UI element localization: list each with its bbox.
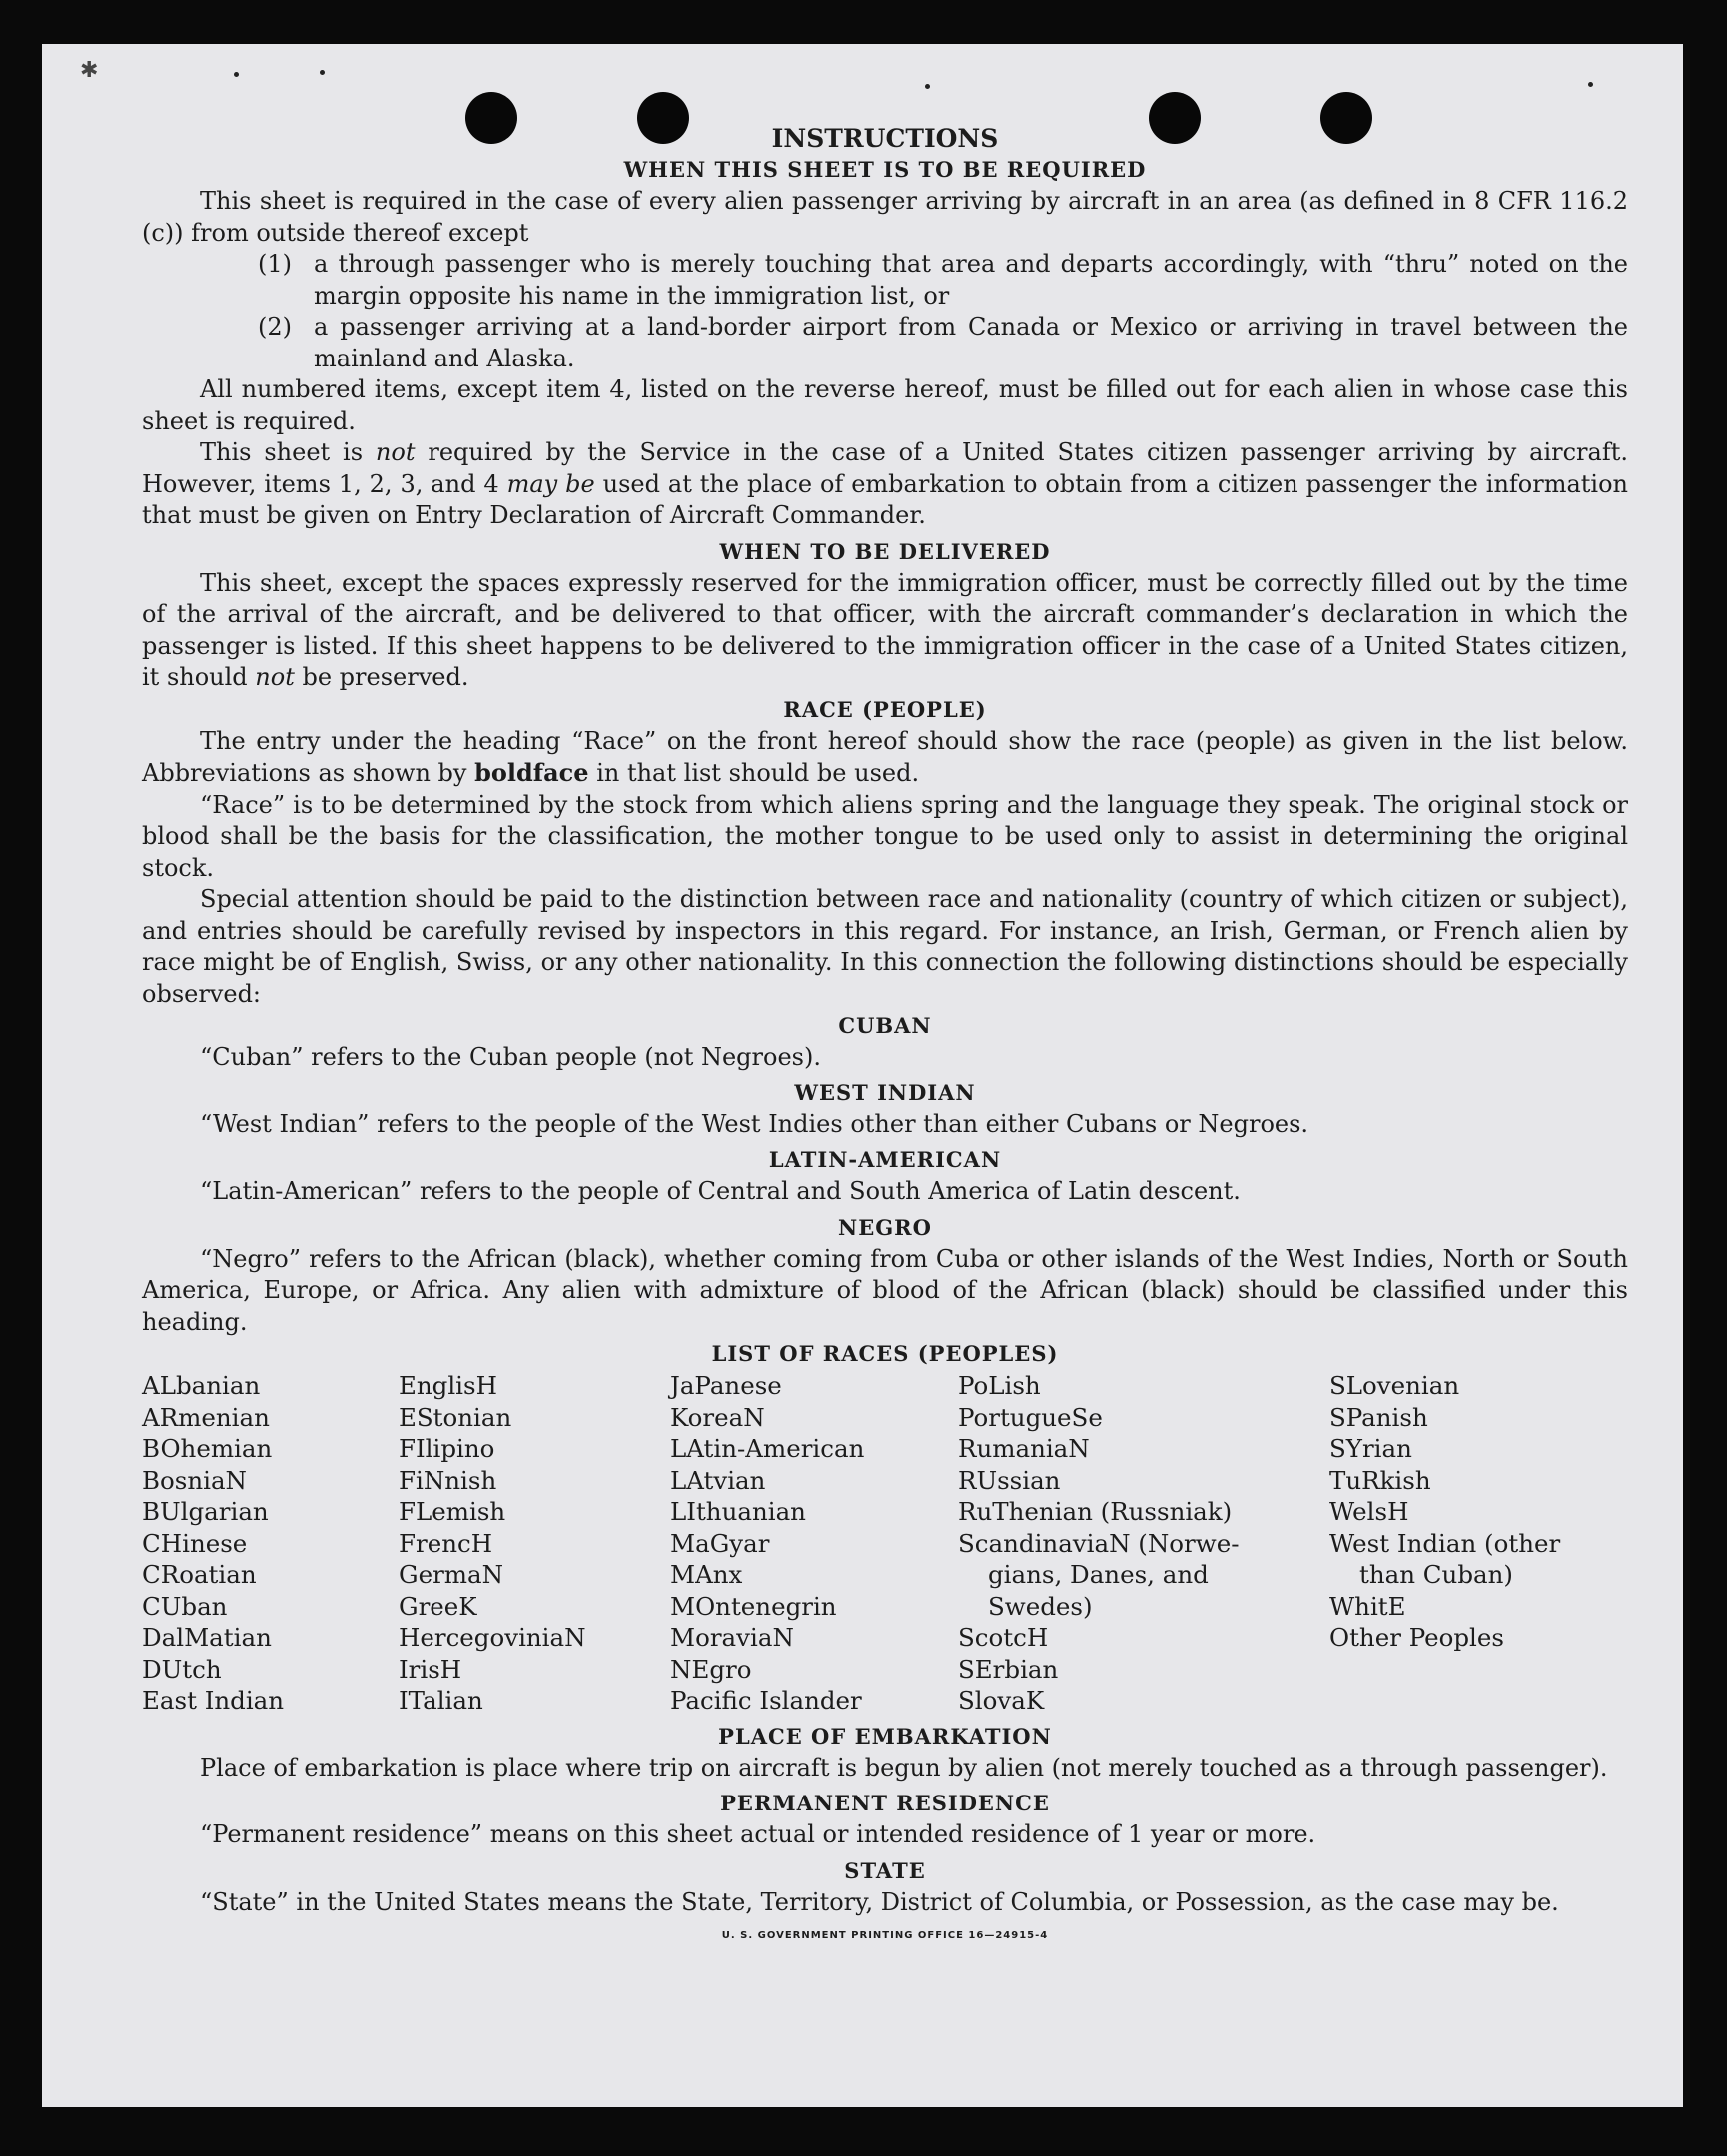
text-run: be preserved. [294,663,469,691]
document-sheet [42,44,1683,2107]
text-run-italic: not [255,663,295,691]
paragraph: “Negro” refers to the African (black), whether coming from Cuba or other islands of the West Indies, North or South America, Europe, or Africa. Any alien with admixture of blood of the African (black) should be classified under this heading. [142,1244,1628,1336]
race-entry: BosniaN [142,1465,247,1495]
race-entry: DUtch [142,1654,222,1684]
race-entry: SPanish [1329,1402,1428,1432]
race-entry: WelsH [1329,1497,1409,1526]
text-run: in that list should be used. [588,759,920,787]
item-text: a through passenger who is merely touching that area and departs accordingly, with “thru” noted on the margin opposite his name in the immigration list, or [314,250,1628,310]
document-body [142,124,1628,1941]
race-entry-continued: gians, Danes, and [988,1560,1209,1589]
race-entry: BOhemian [142,1434,273,1463]
paragraph [142,568,1628,694]
race-entry: CHinese [142,1528,248,1558]
race-entry: SYrian [1329,1434,1412,1463]
race-entry: GreeK [399,1591,477,1621]
list-item [142,249,1628,312]
race-entry: FrencH [399,1528,493,1558]
race-entry: EStonian [399,1402,512,1432]
race-entry: MaGyar [670,1528,770,1558]
heading-when-delivered: WHEN TO BE DELIVERED [719,538,1051,564]
race-column [142,1370,399,1717]
race-entry: ScandinaviaN (Norwe- [958,1528,1240,1558]
heading-place-of-embarkation: PLACE OF EMBARKATION [718,1723,1052,1749]
race-entry: BUlgarian [142,1497,269,1526]
paragraph: “Race” is to be determined by the stock from which aliens spring and the language they speak. The original stock or blood shall be the basis for the classification, the mother tongue to be used only to assist in determining the original stock. [142,790,1628,882]
race-column [1329,1370,1628,1717]
race-entry: East Indian [142,1686,285,1715]
heading-race: RACE (PEOPLE) [783,696,987,722]
race-entry: ScotcH [958,1623,1049,1652]
text-run: used at the place of embarkation to obtain from a citizen passenger the information that must be given on Entry Declaration of Aircraft Commander. [142,469,1628,529]
text-run: The entry under the heading “Race” on the front hereof should show the race (people) as given in the list below. Abbreviations as shown by [142,726,1628,787]
race-entry: PoLish [958,1371,1041,1400]
paragraph: Place of embarkation is place where trip on aircraft is begun by alien (not merely touched as a through passenger). [200,1753,1608,1782]
printer-imprint: U. S. GOVERNMENT PRINTING OFFICE 16—24915-4 [721,1930,1049,1941]
paragraph: Special attention should be paid to the distinction between race and nationality (country of which citizen or subject), and entries should be carefully revised by inspectors in this regard. For instance, an Irish, German, or French alien by race might be of English, Swiss, or any other nationality. In this connection the following distinctions should be especially observed: [142,885,1628,1008]
race-entry-continued: Swedes) [988,1591,1093,1621]
speck [320,70,325,75]
text-run-italic: not [375,438,416,466]
race-entry: RUssian [958,1465,1061,1495]
race-entry: EnglisH [399,1371,497,1400]
race-entry: CRoatian [142,1560,257,1589]
paragraph: “State” in the United States means the State, Territory, District of Columbia, or Possession, as the case may be. [200,1887,1559,1916]
race-entry: PortugueSe [958,1402,1103,1432]
race-entry: LAtvian [670,1465,766,1495]
race-entry: IrisH [399,1654,462,1684]
race-entry: Pacific Islander [670,1686,862,1715]
text-run-bold: boldface [474,758,589,787]
race-entry: CUban [142,1591,228,1621]
heading-state: STATE [844,1857,926,1883]
paragraph [142,726,1628,790]
scan-mark: ✱ [80,58,99,83]
race-column [958,1370,1329,1717]
page-title: INSTRUCTIONS [771,124,999,153]
paragraph: This sheet is required in the case of every alien passenger arriving by aircraft in an area (as defined in 8 CFR 116.2 (c)) from outside thereof except [142,187,1628,247]
race-column [670,1370,958,1717]
race-entry: SlovaK [958,1686,1045,1715]
race-entry: FIlipino [399,1434,495,1463]
race-entry: TuRkish [1329,1465,1431,1495]
race-entry: FLemish [399,1497,506,1526]
text-run: required by the Service in the case of a United States citizen passenger arriving by aircraft. However, items 1, 2, 3, and 4 [142,438,1628,498]
speck [234,72,239,77]
race-entry: HercegoviniaN [399,1623,586,1652]
heading-list-of-races: LIST OF RACES (PEOPLES) [711,1341,1059,1366]
race-entry: NEgro [670,1654,752,1684]
race-entry: Other Peoples [1329,1623,1504,1652]
paragraph [142,437,1628,532]
paragraph: “Latin-American” refers to the people of Central and South America of Latin descent. [200,1177,1241,1205]
paragraph: “West Indian” refers to the people of the West Indies other than either Cubans or Negroes. [200,1109,1309,1138]
race-entry: LIthuanian [670,1497,806,1526]
list-item [142,312,1628,374]
race-entry: LAtin-American [670,1434,865,1463]
heading-when-required: WHEN THIS SHEET IS TO BE REQUIRED [623,157,1147,182]
item-text: a passenger arriving at a land-border airport from Canada or Mexico or arriving in travel between the mainland and Alaska. [314,313,1628,372]
race-entry: DalMatian [142,1623,272,1652]
race-entry: ITalian [399,1686,483,1715]
speck [925,84,930,89]
heading-permanent-residence: PERMANENT RESIDENCE [720,1791,1050,1815]
race-entry: SErbian [958,1654,1059,1684]
race-entry: GermaN [399,1560,504,1589]
race-entry: FiNnish [399,1465,497,1495]
text-run: This sheet is [200,438,376,466]
paragraph: “Cuban” refers to the Cuban people (not Negroes). [200,1043,821,1071]
race-entry: West Indian (other [1329,1528,1561,1558]
paragraph: “Permanent residence” means on this sheet actual or intended residence of 1 year or more. [200,1820,1316,1848]
speck [1588,82,1593,87]
text-run: This sheet, except the spaces expressly reserved for the immigration officer, must be correctly filled out by the time of the arrival of the aircraft, and be delivered to that officer, with the aircraft commander’s declaration in which the passenger is listed. If this sheet happens to be delivered to the immigration officer in the case of a United States citizen, it should [142,568,1628,691]
item-number: (1) [258,250,292,278]
race-entry: ARmenian [142,1402,270,1432]
race-entry: JaPanese [670,1371,782,1400]
item-number: (2) [258,313,292,341]
race-entry: MAnx [670,1560,743,1589]
text-run-italic: may be [506,469,595,498]
race-entry: ALbanian [142,1371,261,1400]
race-entry: RuThenian (Russniak) [958,1497,1233,1526]
race-entry: WhitE [1329,1591,1406,1621]
race-entry: RumaniaN [958,1434,1090,1463]
race-entry: MOntenegrin [670,1591,837,1621]
heading-latin-american: LATIN-AMERICAN [768,1147,1002,1172]
heading-west-indian: WEST INDIAN [794,1079,976,1105]
race-entry: SLovenian [1329,1371,1460,1400]
race-column [399,1370,670,1717]
heading-negro: NEGRO [838,1214,932,1240]
race-entry: MoraviaN [670,1623,794,1652]
race-list [142,1370,1628,1717]
heading-cuban: CUBAN [838,1013,932,1038]
race-entry: KoreaN [670,1402,765,1432]
race-entry-continued: than Cuban) [1359,1560,1513,1589]
paragraph: All numbered items, except item 4, listed on the reverse hereof, must be filled out for each alien in whose case this sheet is required. [142,375,1628,435]
